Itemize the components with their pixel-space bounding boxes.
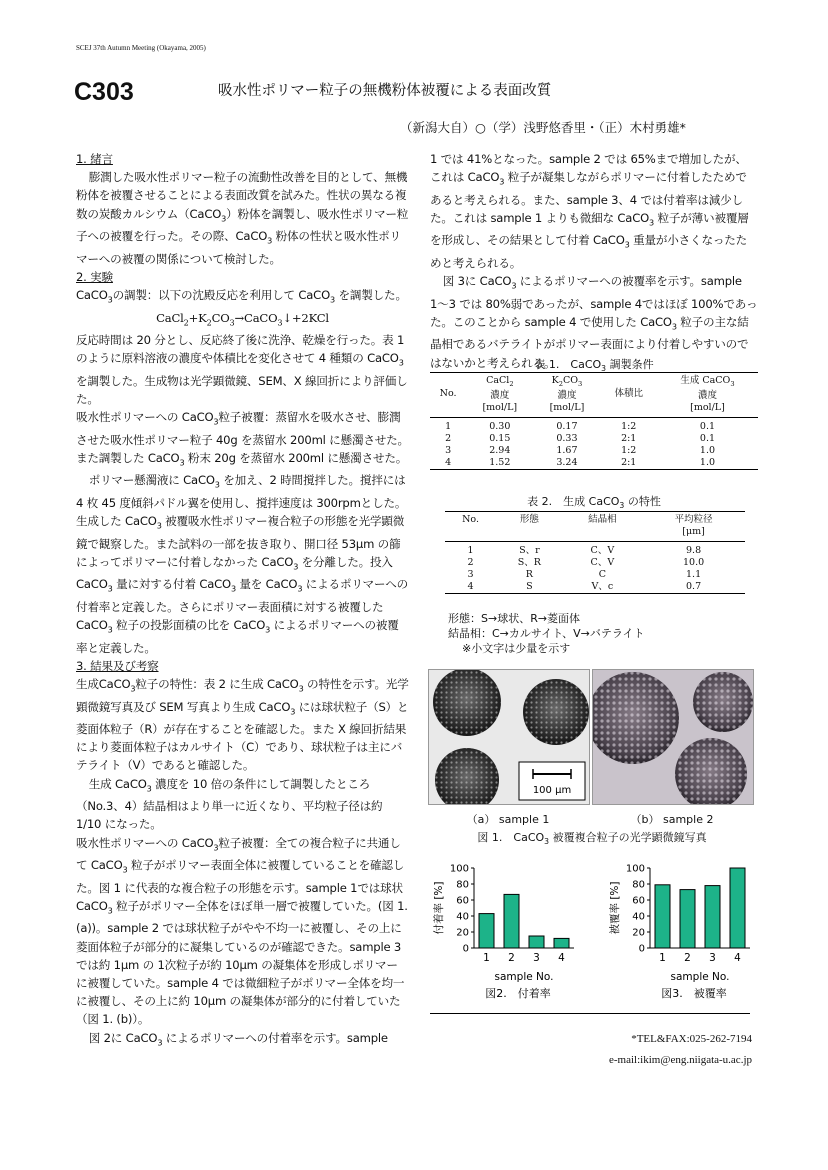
table-cell: 1.0 xyxy=(699,444,716,456)
table-cell: 1 xyxy=(467,545,474,556)
y-tick-label: 60 xyxy=(632,895,645,907)
table-cell: V、c xyxy=(591,581,614,592)
paper-code: C303 xyxy=(74,78,134,106)
x-tick-label: 2 xyxy=(508,952,515,964)
table-cell: 0.15 xyxy=(489,432,511,444)
y-axis-label: 被覆率 [%] xyxy=(609,881,621,935)
footer-email: e-mail:ikim@eng.niigata-u.ac.jp xyxy=(609,1054,752,1066)
table-cell: 2 xyxy=(445,432,452,444)
paragraph: 膨潤した吸水性ポリマー粒子の流動性改善を目的として、無機粉体を被覆させることによる表面改質を試みた。性状の異なる複数の炭酸カルシウム（CaCO$_3$）粉体を調製し、吸水性ポリマー粒子への被覆を行った。その際、CaCO$_3$ 粉体の性状と吸水性ポリマーへの被覆の関係について検討した。 xyxy=(76,170,409,266)
table-row xyxy=(430,457,758,470)
y-tick-label: 0 xyxy=(638,943,645,955)
bar-sample-4 xyxy=(730,868,745,948)
table-cell: 4 xyxy=(467,581,474,592)
table-row xyxy=(430,417,758,433)
footer-tel: *TEL&FAX:025-262-7194 xyxy=(631,1033,752,1045)
chart-title: 図2. 付着率 xyxy=(485,987,551,1000)
x-tick-label: 1 xyxy=(659,952,666,964)
table2-notes xyxy=(448,611,748,656)
table-row xyxy=(445,557,745,569)
section-heading: 3. 結果及び考察 xyxy=(76,658,159,673)
bar-sample-2 xyxy=(504,894,519,948)
figure1-label-b: （b） sample 2 xyxy=(630,813,714,826)
table1-header: No. xyxy=(439,388,457,400)
table-cell: 3 xyxy=(445,444,452,456)
footer-divider xyxy=(430,1013,750,1014)
x-tick-label: 3 xyxy=(533,952,540,964)
y-tick-label: 80 xyxy=(456,879,469,891)
x-tick-label: 1 xyxy=(483,952,490,964)
paragraph: 生成CaCO$_3$粒子の特性：表 2 に生成 CaCO$_3$ の特性を示す。光学顕微鏡写真及び SEM 写真より生成 CaCO$_3$ には球状粒子（S）と菱面体粒子（R）が存在することを確認した。また X 線回折結果により菱面体粒子はカルサイト（C）であり、球状粒子は主にバテライト（V）であると確認した。 xyxy=(76,677,409,773)
table-cell: S、R xyxy=(517,557,541,568)
x-axis-label: sample No. xyxy=(670,971,730,983)
y-tick-label: 100 xyxy=(449,863,469,875)
table-cell: C、V xyxy=(590,557,615,568)
table-cell: C xyxy=(598,569,607,580)
bar-sample-1 xyxy=(655,885,670,948)
table2-header: No. xyxy=(462,514,479,525)
left-column xyxy=(76,150,409,1051)
bar-sample-3 xyxy=(705,886,720,948)
paragraph: ポリマー懸濁液に CaCO$_3$ を加え、2 時間撹拌した。撹拌には 4 枚 45 度傾斜パドル翼を使用し、撹拌速度は 300rpmとした。生成した CaCO$_3$ 被覆吸水性ポリマー複合粒子の形態を光学顕微鏡で観察した。また試料の一部を抜き取り、開口径 53μm の篩によってポリマーに付着しなかった CaCO$_3$ を分離した。投入 CaCO$_3$ 量に対する付着 CaCO$_3$ 量を CaCO$_3$ によるポリマーへの付着率と定義した。さらにポリマー表面積に対する被覆した CaCO$_3$ 粒子の投影面積の比を CaCO$_3$ によるポリマーへの被覆率と定義した。 xyxy=(76,473,409,655)
bar-sample-3 xyxy=(529,936,544,948)
table-cell: 0.7 xyxy=(686,581,702,592)
table1-caption: 表 1. CaCO$_3$ 調製条件 xyxy=(534,358,654,374)
table-cell: 2:1 xyxy=(621,456,637,468)
table1-header: 生成 CaCO$_3$ 濃度 [mol/L] xyxy=(680,375,735,413)
table-cell: 1:2 xyxy=(621,444,637,456)
table-cell: 1:2 xyxy=(621,420,637,432)
table2 xyxy=(445,511,745,594)
x-tick-label: 4 xyxy=(734,952,741,964)
y-tick-label: 40 xyxy=(632,911,645,923)
table-cell: 0.1 xyxy=(699,432,716,444)
bar-sample-1 xyxy=(479,914,494,948)
paragraph: 図 2に CaCO$_3$ によるポリマーへの付着率を示す。sample xyxy=(88,1030,388,1047)
table-cell: 2:1 xyxy=(621,432,637,444)
y-tick-label: 20 xyxy=(456,927,469,939)
paragraph: 1 では 41%となった。sample 2 では 65%まで増加したが、これは CaCO$_3$ 粒子が凝集しながらポリマーに付着したためであると考えられる。また、sample 3、4 では付着率は減少した。これは sample 1 よりも微細な CaCO$_3$ 粒子が薄い被覆層を形成し、その結果として付着 CaCO$_3$ 重量が小さくなったためと考えられる。 xyxy=(430,152,749,270)
table-row xyxy=(445,542,745,558)
paragraph: 生成 CaCO$_3$ 濃度を 10 倍の条件にして調製したところ（No.3、4）結晶相はより単一に近くなり、平均粒子径は約 1/10 になった。 xyxy=(76,776,383,832)
table-row xyxy=(430,445,758,457)
table1-header: 体積比 xyxy=(614,388,643,400)
table-cell: 0.33 xyxy=(556,432,578,444)
conference-label: SCEJ 37th Autumn Meeting (Okayama, 2005) xyxy=(76,44,206,52)
table2-header: 形態 xyxy=(519,514,539,525)
table-note: 結晶相：C→カルサイト、V→バテライト xyxy=(448,627,645,640)
table-cell: C、V xyxy=(590,545,615,556)
table-cell: 2 xyxy=(467,557,474,568)
micrograph-sample-2-image xyxy=(593,670,753,804)
paper-title: 吸水性ポリマー粒子の無機粉体被覆による表面改質 xyxy=(218,83,552,99)
table-cell: 9.8 xyxy=(686,545,702,556)
x-tick-label: 2 xyxy=(684,952,691,964)
table-cell: 0.30 xyxy=(489,420,511,432)
equation: $CaCl_2+K_2CO_3\to CaCO_3↓+2KCl$ xyxy=(156,310,329,327)
table-cell: 3 xyxy=(467,569,474,580)
micrograph-sample-2 xyxy=(592,669,754,805)
y-tick-label: 40 xyxy=(456,911,469,923)
section-heading: 2. 実験 xyxy=(76,269,113,284)
table-note: 形態：S→球状、R→菱面体 xyxy=(448,612,581,625)
table-cell: S、r xyxy=(519,545,540,556)
y-axis-label: 付着率 [%] xyxy=(433,881,445,935)
table2-caption: 表 2. 生成 CaCO$_3$ の特性 xyxy=(527,495,661,511)
adhesion-rate-chart xyxy=(428,858,588,1006)
micrograph-sample-1 xyxy=(428,669,590,805)
table-cell: 10.0 xyxy=(683,557,705,568)
table-row xyxy=(445,581,745,594)
table-row xyxy=(430,433,758,445)
table-cell: R xyxy=(525,569,533,580)
table1-header: $K_2CO_3$ 濃度 [mol/L] xyxy=(549,375,585,413)
paragraph: 図 3に CaCO$_3$ によるポリマーへの被覆率を示す。sample 1〜3 では 80%弱であったが、sample 4ではほぼ 100%であった。このことから sample 4 で使用した CaCO$_3$ 粒子の主な結晶相であるバテライトがポリマー表面により付着しやすいのではないかと考えられる。 xyxy=(430,274,758,370)
table1 xyxy=(430,372,758,470)
figure1-caption: 図 1. CaCO$_3$ 被覆複合粒子の光学顕微鏡写真 xyxy=(477,831,707,847)
table-cell: 0.1 xyxy=(699,420,716,432)
table-cell: 1.67 xyxy=(556,444,578,456)
table-cell: 0.17 xyxy=(556,420,578,432)
bar-sample-4 xyxy=(554,938,569,948)
paragraph: 吸水性ポリマーへの CaCO$_3$粒子被覆：蒸留水を吸水させ、膨潤させた吸水性ポリマー粒子 40g を蒸留水 200ml に懸濁させた。また調製した CaCO$_3$ 粉末 20g を蒸留水 200ml に懸濁させた。 xyxy=(76,410,409,468)
table-cell: 3.24 xyxy=(556,456,578,468)
y-tick-label: 80 xyxy=(632,879,645,891)
table-cell: 4 xyxy=(445,456,452,468)
chart-title: 図3. 被覆率 xyxy=(661,987,727,1000)
footer-contact xyxy=(430,1029,752,1071)
table-cell: 1.1 xyxy=(686,569,702,580)
paragraph: 反応時間は 20 分とし、反応終了後に洗浄、乾燥を行った。表 1 のように原料溶液の濃度や体積比を変化させて 4 種類の CaCO$_3$ を調製した。生成物は光学顕微鏡、SEM、X 線回折により評価した。 xyxy=(76,333,408,406)
table-cell: 1.0 xyxy=(699,456,716,468)
y-tick-label: 0 xyxy=(462,943,469,955)
table2-header: 平均粒径 [μm] xyxy=(674,514,713,537)
y-tick-label: 100 xyxy=(625,863,645,875)
x-tick-label: 4 xyxy=(558,952,565,964)
right-column xyxy=(430,150,758,372)
x-axis-label: sample No. xyxy=(494,971,554,983)
figure1-label-a: （a） sample 1 xyxy=(466,813,550,826)
y-tick-label: 60 xyxy=(456,895,469,907)
table-row xyxy=(445,569,745,581)
table2-header: 結晶相 xyxy=(588,514,617,525)
table-cell: 1.52 xyxy=(489,456,511,468)
author-line: （新潟大自）○（学）浅野悠香里・（正）木村勇雄* xyxy=(400,120,686,135)
paragraph: 吸水性ポリマーへの CaCO$_3$粒子被覆：全ての複合粒子に共通して CaCO$_3$ 粒子がポリマー表面全体に被覆していることを確認した。図 1 に代表的な複合粒子の形態を示す。sample 1では球状 CaCO$_3$ 粒子がポリマー全体をほぼ単一層で被覆していた。(図 1. (a))。sample 2 では球状粒子がやや不均一に被覆し、その上に菱面体粒子が部分的に凝集しているのが確認できた。sample 3 では約 1μm の 1次粒子が約 10μm の凝集体を形成しポリマーに被覆していた。sample 4 では微細粒子がポリマー全体を均一に被覆し、その上に約 10μm の凝集体が部分的に付着していた（図 1. (b)）。 xyxy=(76,835,408,1027)
scale-bar-label: 100 μm xyxy=(532,785,572,796)
bar-sample-2 xyxy=(680,890,695,948)
table-cell: 2.94 xyxy=(489,444,511,456)
table-note: ※小文字は少量を示す xyxy=(462,642,571,655)
coverage-rate-chart xyxy=(604,858,764,1006)
table1-header: CaCl$_2$ 濃度 [mol/L] xyxy=(482,375,518,413)
table-cell: S xyxy=(526,581,533,592)
y-tick-label: 20 xyxy=(632,927,645,939)
micrograph-sample-1-image xyxy=(429,670,589,804)
section-heading: 1. 緒言 xyxy=(76,152,113,166)
paragraph: CaCO$_3$の調製：以下の沈殿反応を利用して CaCO$_3$ を調製した。 xyxy=(76,288,407,305)
x-tick-label: 3 xyxy=(709,952,716,964)
table-cell: 1 xyxy=(445,420,452,432)
